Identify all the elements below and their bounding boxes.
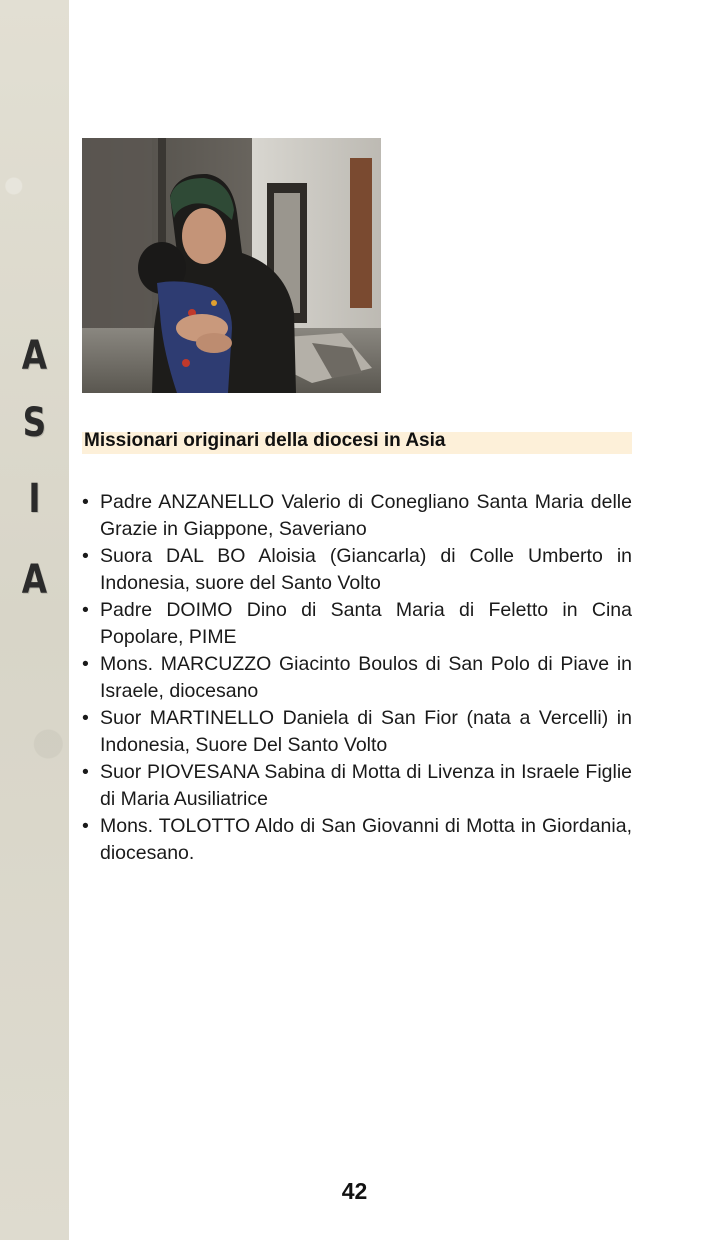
list-item-text: Padre DOIMO Dino di Santa Maria di Feletto in Cina Popolare, PIME [100,599,632,648]
list-item-text: Suor MARTINELLO Daniela di San Fior (nata a Vercelli) in Indonesia, Suore Del Santo Volto [100,707,632,756]
list-item [78,813,632,867]
list-item-text: Mons. TOLOTTO Aldo di San Giovanni di Motta in Giordania, diocesano. [100,815,632,864]
list-item-text: Padre ANZANELLO Valerio di Conegliano Santa Maria delle Grazie in Giappone, Saveriano [100,491,632,540]
list-item [78,597,632,651]
sidebar-letter-s: S [22,400,47,446]
sidebar-strip [0,0,69,1240]
list-item [78,705,632,759]
bullet-icon: • [82,707,89,729]
page-number: 42 [341,1178,368,1204]
photo-woman-embracing-child [82,138,381,393]
sidebar-letter-a2: A [21,557,48,603]
section-heading: Missionari originari della diocesi in Asia [84,430,446,451]
sidebar-letter-a: A [21,333,48,379]
list-item-text: Suor PIOVESANA Sabina di Motta di Livenza in Israele Figlie di Maria Ausiliatrice [100,761,632,810]
list-item [78,759,632,813]
list-item [78,489,632,543]
list-item [78,543,632,597]
sidebar-letter-i: I [28,476,41,522]
bullet-icon: • [82,545,89,567]
list-item-text: Mons. MARCUZZO Giacinto Boulos di San Polo di Piave in Israele, diocesano [100,653,632,702]
list-item [78,651,632,705]
bullet-icon: • [82,815,89,837]
missionaries-list [78,489,632,867]
bullet-icon: • [82,653,89,675]
bullet-icon: • [82,491,89,513]
list-item-text: Suora DAL BO Aloisia (Giancarla) di Colle Umberto in Indonesia, suore del Santo Volto [100,545,632,594]
bullet-icon: • [82,599,89,621]
bullet-icon: • [82,761,89,783]
